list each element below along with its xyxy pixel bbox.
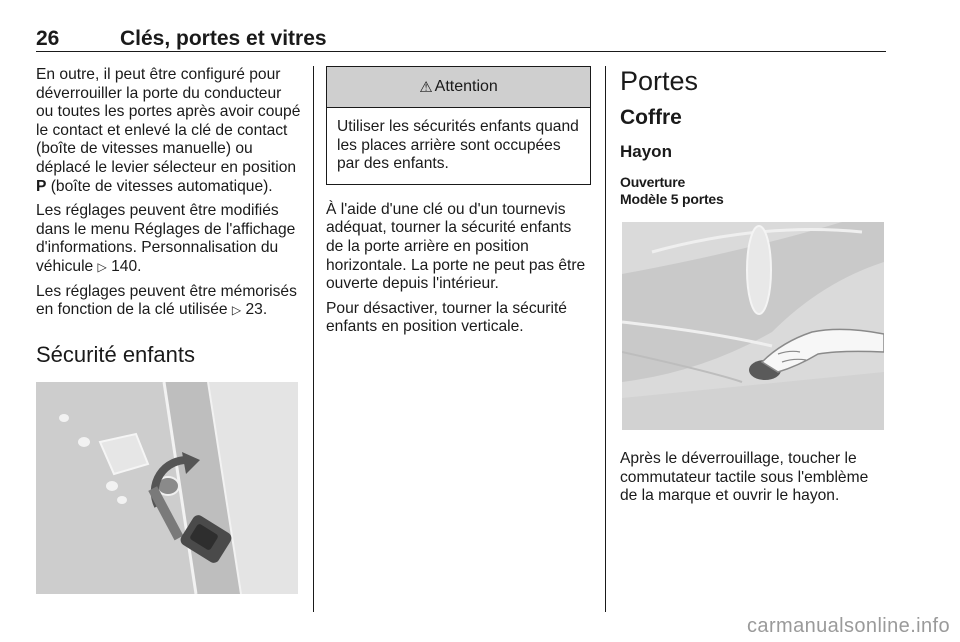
page-number: 26 <box>36 27 60 50</box>
reference-arrow-icon: ▷ <box>97 259 107 274</box>
section-title: Clés, portes et vitres <box>120 27 327 50</box>
tailgate-opening-illustration <box>622 222 884 430</box>
heading-opening: Ouverture <box>620 174 686 190</box>
column-divider-2 <box>605 66 606 612</box>
column-divider-1 <box>313 66 314 612</box>
paragraph-unlock-config: En outre, il peut être configuré pour déverrouiller la porte du conducteur ou toutes les portes après avoir coupé le contact et enlevé la clé de contact (boîte de vitesses manuelle) ou déplacé le levier sélecteur en position P (boîte de vitesses automatique). <box>36 66 301 195</box>
page-reference-140[interactable]: 140 <box>111 257 138 275</box>
paragraph-memorise: Les réglages peuvent être mémorisés en fonction de la clé utilisée ▷ 23. <box>36 282 297 319</box>
attention-box <box>326 66 591 185</box>
heading-doors: Portes <box>620 66 699 96</box>
warning-icon: ⚠ <box>419 78 433 96</box>
column-right-bottom <box>620 450 888 512</box>
heading-trunk: Coffre <box>620 106 682 129</box>
attention-text: Utiliser les sécurités enfants quand les places arrière sont occupées par des enfants. <box>337 118 579 173</box>
paragraph-deactivate-lock: Pour désactiver, tourner la sécurité enfants en position verticale. <box>326 299 567 336</box>
child-lock-illustration <box>36 382 298 594</box>
page-header <box>36 27 886 53</box>
paragraph-settings: Les réglages peuvent être modifiés dans le menu Réglages de l'affichage d'informations. Personnalisation du véhicule ▷ 140. <box>36 202 296 275</box>
page-reference-23[interactable]: 23 <box>245 301 263 319</box>
header-rule <box>36 51 886 52</box>
heading-child-safety: Sécurité enfants <box>36 341 195 367</box>
paragraph-activate-lock: À l'aide d'une clé ou d'un tournevis adéquat, tourner la sécurité enfants de la porte arrière en position horizontale. La porte ne peut pas être ouverte depuis l'intérieur. <box>326 200 586 293</box>
paragraph-open-tailgate: Après le déverrouillage, toucher le commutateur tactile sous l'emblème de la marque et ouvrir le hayon. <box>620 450 869 505</box>
heading-tailgate: Hayon <box>620 142 672 161</box>
reference-arrow-icon: ▷ <box>231 303 242 318</box>
attention-label: Attention <box>434 78 498 95</box>
watermark: carmanualsonline.info <box>747 615 950 637</box>
attention-header <box>327 67 590 108</box>
gear-p-label: P <box>36 177 47 195</box>
column-middle <box>326 66 591 343</box>
heading-5-door-model: Modèle 5 portes <box>620 191 724 207</box>
column-right <box>620 66 888 208</box>
column-left <box>36 66 302 382</box>
